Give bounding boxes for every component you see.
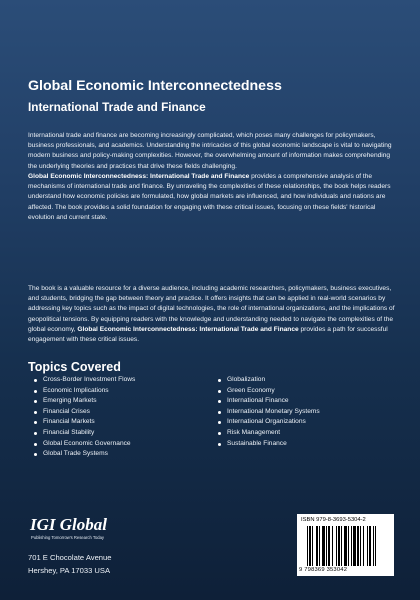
topic-item: Green Economy	[218, 386, 388, 397]
barcode-bar	[309, 526, 311, 566]
topic-item: Global Trade Systems	[34, 449, 204, 460]
topic-item: Risk Management	[218, 428, 388, 439]
topic-item: International Organizations	[218, 417, 388, 428]
barcode-bar	[328, 526, 330, 566]
barcode-bar	[360, 526, 361, 566]
barcode-bar	[367, 526, 368, 566]
publisher-logo-text: IGI Global	[30, 515, 107, 534]
barcode-bar	[322, 526, 325, 566]
book-title-inline: Global Economic Interconnectedness: International Trade and Finance	[77, 325, 299, 333]
address-line-2: Hershey, PA 17033 USA	[28, 566, 111, 575]
topic-item: Financial Crises	[34, 407, 204, 418]
topic-item: Financial Markets	[34, 417, 204, 428]
barcode-bar	[332, 526, 333, 566]
topic-item: Global Economic Governance	[34, 439, 204, 450]
barcode-bar	[375, 526, 376, 566]
barcode-bar	[336, 526, 337, 566]
paragraph-3-end-text: provides a path for successful engagement with these critical issues.	[28, 325, 388, 344]
description-paragraph-1: International trade and finance are becoming increasingly complicated, which poses many challenges for policymakers, business professionals, and academics. Understanding the intricacies of this global economic landscape is vital to navigating modern business and policy-making complexities. However, the overwhelming amount of information makes comprehending the underlying theories and practices that drive these fields challenging.	[28, 132, 392, 170]
barcode-bar	[363, 526, 364, 566]
description-paragraph-3	[28, 284, 400, 345]
isbn-barcode-box	[297, 514, 394, 576]
topic-item: International Finance	[218, 396, 388, 407]
publisher-tagline: Publishing Tomorrow's Research Today	[31, 535, 105, 540]
barcode-bar	[351, 526, 352, 566]
publisher-logo	[28, 514, 114, 544]
topic-item: Financial Stability	[34, 428, 204, 439]
book-title-inline: Global Economic Interconnectedness: International Trade and Finance	[28, 173, 250, 180]
barcode-bar	[344, 526, 347, 566]
publisher-address	[28, 551, 111, 577]
barcode-bar	[369, 526, 371, 566]
barcode-bar	[353, 526, 356, 566]
barcode-bar	[312, 526, 313, 566]
barcode-bar	[326, 526, 327, 566]
topic-item: International Monetary Systems	[218, 407, 388, 418]
paragraph-3-text: The book is a valuable resource for a diverse audience, including academic researchers, policymakers, business executives, and students, bridging the gap between theory and practice. It offers insights that can be applied in real-world scenarios by addressing key topics such as the impact of digital technologies, the role of international organizations, and the implications of geopolitical tensions. By equipping readers with the knowledge and understanding needed to navigate the complexities of the global economy,	[28, 285, 395, 333]
topics-list-right	[218, 375, 388, 449]
isbn-label: ISBN 979-8-3693-5304-2	[301, 517, 366, 523]
topic-item: Cross-Border Investment Flows	[34, 375, 204, 386]
topic-item: Economic Implications	[34, 386, 204, 397]
barcode-bar	[307, 526, 308, 566]
barcode-icon	[307, 526, 384, 566]
book-subtitle: International Trade and Finance	[28, 100, 206, 114]
topics-heading: Topics Covered	[28, 360, 121, 374]
barcode-bar	[319, 526, 320, 566]
topic-item: Sustainable Finance	[218, 439, 388, 450]
barcode-bar	[341, 526, 342, 566]
barcode-bar	[348, 526, 349, 566]
book-title: Global Economic Interconnectedness	[28, 78, 282, 94]
topics-list-left	[34, 375, 204, 460]
barcode-bar	[316, 526, 318, 566]
address-line-1: 701 E Chocolate Avenue	[28, 553, 112, 562]
topic-item: Globalization	[218, 375, 388, 386]
barcode-bar	[373, 526, 374, 566]
topic-item: Emerging Markets	[34, 396, 204, 407]
barcode-bar	[338, 526, 340, 566]
barcode-digits: 9 798369 353042	[299, 567, 348, 573]
barcode-bar	[357, 526, 359, 566]
description-paragraph-2	[28, 172, 400, 223]
paragraph-2-text: provides a comprehensive analysis of the mechanisms of international trade and finance. By unraveling the complexities of these relationships, the book helps readers understand how economic policies are formulated, how global markets are influenced, and how individuals and nations are affected. The book provides a solid foundation for engaging with these critical issues, focusing on these fields' historical evolution and current state.	[28, 173, 391, 221]
